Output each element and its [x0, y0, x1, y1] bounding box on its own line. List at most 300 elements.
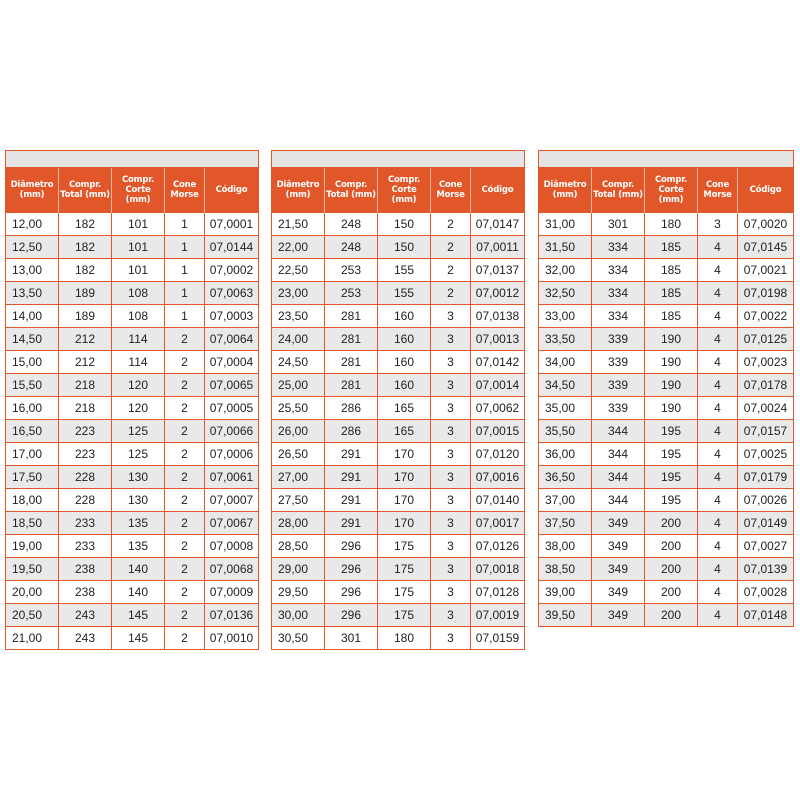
- cell-comprimento-total: 349: [592, 581, 645, 604]
- cell-codigo: 07,0067: [205, 512, 259, 535]
- cell-cone-morse: 4: [698, 535, 738, 558]
- spec-table-grid: [272, 168, 524, 649]
- cell-diametro: 19,50: [6, 558, 59, 581]
- cell-cone-morse: 2: [165, 466, 205, 489]
- table-top-band: [272, 151, 524, 168]
- table-row: [272, 420, 524, 443]
- cell-codigo: 07,0026: [738, 489, 794, 512]
- table-row: [539, 397, 793, 420]
- cell-diametro: 20,50: [6, 604, 59, 627]
- cell-comprimento-corte: 200: [645, 535, 698, 558]
- cell-codigo: 07,0062: [471, 397, 525, 420]
- table-row: [6, 328, 258, 351]
- cell-cone-morse: 3: [431, 512, 471, 535]
- cell-cone-morse: 2: [431, 282, 471, 305]
- cell-cone-morse: 2: [165, 374, 205, 397]
- cell-comprimento-total: 233: [59, 512, 112, 535]
- cell-comprimento-corte: 125: [112, 420, 165, 443]
- cell-diametro: 32,50: [539, 282, 592, 305]
- cell-cone-morse: 1: [165, 282, 205, 305]
- cell-comprimento-total: 253: [325, 259, 378, 282]
- cell-codigo: 07,0022: [738, 305, 794, 328]
- spec-table-grid: [6, 168, 258, 649]
- cell-diametro: 36,50: [539, 466, 592, 489]
- cell-cone-morse: 2: [165, 558, 205, 581]
- cell-comprimento-corte: 175: [378, 604, 431, 627]
- header-row: [6, 168, 258, 213]
- cell-diametro: 23,50: [272, 305, 325, 328]
- cell-diametro: 15,50: [6, 374, 59, 397]
- cell-codigo: 07,0128: [471, 581, 525, 604]
- cell-codigo: 07,0002: [205, 259, 259, 282]
- cell-codigo: 07,0006: [205, 443, 259, 466]
- cell-comprimento-total: 339: [592, 374, 645, 397]
- cell-diametro: 24,50: [272, 351, 325, 374]
- cell-diametro: 16,00: [6, 397, 59, 420]
- header-comprimento-corte: Compr. Corte (mm): [378, 168, 431, 213]
- cell-diametro: 39,00: [539, 581, 592, 604]
- cell-diametro: 23,00: [272, 282, 325, 305]
- cell-cone-morse: 2: [165, 443, 205, 466]
- header-row: [272, 168, 524, 213]
- cell-comprimento-corte: 114: [112, 351, 165, 374]
- header-cone-morse: Cone Morse: [698, 168, 738, 213]
- header-codigo: Código: [738, 168, 794, 213]
- cell-cone-morse: 3: [431, 535, 471, 558]
- spec-table-1: [5, 150, 259, 650]
- cell-comprimento-total: 281: [325, 328, 378, 351]
- cell-codigo: 07,0025: [738, 443, 794, 466]
- cell-diametro: 20,00: [6, 581, 59, 604]
- table-row: [6, 535, 258, 558]
- cell-codigo: 07,0027: [738, 535, 794, 558]
- cell-codigo: 07,0144: [205, 236, 259, 259]
- table-row: [272, 397, 524, 420]
- cell-comprimento-corte: 185: [645, 305, 698, 328]
- header-cone-morse: Cone Morse: [165, 168, 205, 213]
- cell-cone-morse: 2: [431, 236, 471, 259]
- cell-comprimento-total: 296: [325, 535, 378, 558]
- table-row: [272, 259, 524, 282]
- table-row: [272, 351, 524, 374]
- header-cone-morse: Cone Morse: [431, 168, 471, 213]
- cell-codigo: 07,0063: [205, 282, 259, 305]
- cell-codigo: 07,0125: [738, 328, 794, 351]
- cell-diametro: 14,50: [6, 328, 59, 351]
- table-row: [6, 604, 258, 627]
- table-row: [539, 328, 793, 351]
- cell-cone-morse: 4: [698, 466, 738, 489]
- cell-codigo: 07,0064: [205, 328, 259, 351]
- table-row: [539, 558, 793, 581]
- table-row: [539, 489, 793, 512]
- cell-codigo: 07,0138: [471, 305, 525, 328]
- table-row: [539, 305, 793, 328]
- cell-comprimento-total: 182: [59, 236, 112, 259]
- table-row: [539, 604, 793, 627]
- cell-comprimento-total: 301: [592, 213, 645, 236]
- table-row: [539, 213, 793, 236]
- cell-cone-morse: 3: [431, 420, 471, 443]
- table-row: [539, 581, 793, 604]
- cell-diametro: 28,50: [272, 535, 325, 558]
- cell-codigo: 07,0008: [205, 535, 259, 558]
- cell-cone-morse: 2: [165, 627, 205, 650]
- table-row: [6, 351, 258, 374]
- table-row: [539, 535, 793, 558]
- cell-comprimento-total: 344: [592, 443, 645, 466]
- cell-comprimento-corte: 150: [378, 213, 431, 236]
- cell-codigo: 07,0018: [471, 558, 525, 581]
- table-row: [272, 282, 524, 305]
- cell-comprimento-total: 223: [59, 420, 112, 443]
- cell-comprimento-corte: 145: [112, 627, 165, 650]
- cell-comprimento-total: 248: [325, 236, 378, 259]
- cell-comprimento-corte: 101: [112, 213, 165, 236]
- cell-diametro: 39,50: [539, 604, 592, 627]
- cell-comprimento-corte: 114: [112, 328, 165, 351]
- header-codigo: Código: [205, 168, 259, 213]
- cell-comprimento-corte: 185: [645, 282, 698, 305]
- cell-diametro: 13,50: [6, 282, 59, 305]
- cell-codigo: 07,0137: [471, 259, 525, 282]
- cell-cone-morse: 4: [698, 328, 738, 351]
- cell-codigo: 07,0010: [205, 627, 259, 650]
- cell-diametro: 33,00: [539, 305, 592, 328]
- cell-codigo: 07,0159: [471, 627, 525, 650]
- header-codigo: Código: [471, 168, 525, 213]
- table-row: [272, 489, 524, 512]
- cell-comprimento-corte: 175: [378, 581, 431, 604]
- cell-comprimento-corte: 180: [378, 627, 431, 650]
- cell-diametro: 31,50: [539, 236, 592, 259]
- cell-cone-morse: 4: [698, 489, 738, 512]
- cell-comprimento-total: 296: [325, 604, 378, 627]
- table-row: [539, 443, 793, 466]
- header-comprimento-corte: Compr. Corte (mm): [112, 168, 165, 213]
- cell-diametro: 15,00: [6, 351, 59, 374]
- table-row: [6, 627, 258, 650]
- table-row: [539, 512, 793, 535]
- cell-diametro: 38,00: [539, 535, 592, 558]
- cell-diametro: 13,00: [6, 259, 59, 282]
- cell-diametro: 38,50: [539, 558, 592, 581]
- cell-codigo: 07,0065: [205, 374, 259, 397]
- cell-cone-morse: 2: [431, 259, 471, 282]
- table-row: [272, 466, 524, 489]
- cell-cone-morse: 4: [698, 558, 738, 581]
- cell-comprimento-corte: 200: [645, 581, 698, 604]
- cell-cone-morse: 4: [698, 305, 738, 328]
- cell-comprimento-total: 296: [325, 581, 378, 604]
- cell-comprimento-corte: 190: [645, 351, 698, 374]
- table-row: [272, 443, 524, 466]
- cell-codigo: 07,0068: [205, 558, 259, 581]
- cell-cone-morse: 1: [165, 305, 205, 328]
- header-comprimento-total: Compr. Total (mm): [325, 168, 378, 213]
- cell-diametro: 24,00: [272, 328, 325, 351]
- cell-comprimento-total: 189: [59, 282, 112, 305]
- cell-cone-morse: 3: [698, 213, 738, 236]
- cell-comprimento-corte: 185: [645, 259, 698, 282]
- cell-codigo: 07,0011: [471, 236, 525, 259]
- cell-codigo: 07,0147: [471, 213, 525, 236]
- table-row: [6, 374, 258, 397]
- cell-comprimento-total: 248: [325, 213, 378, 236]
- cell-comprimento-corte: 155: [378, 282, 431, 305]
- cell-cone-morse: 4: [698, 236, 738, 259]
- cell-diametro: 37,50: [539, 512, 592, 535]
- header-diametro: Diâmetro (mm): [6, 168, 59, 213]
- cell-diametro: 33,50: [539, 328, 592, 351]
- cell-comprimento-corte: 160: [378, 328, 431, 351]
- cell-diametro: 29,00: [272, 558, 325, 581]
- cell-codigo: 07,0023: [738, 351, 794, 374]
- table-row: [539, 351, 793, 374]
- cell-diametro: 18,50: [6, 512, 59, 535]
- cell-comprimento-corte: 190: [645, 328, 698, 351]
- cell-diametro: 18,00: [6, 489, 59, 512]
- cell-comprimento-corte: 135: [112, 512, 165, 535]
- cell-codigo: 07,0014: [471, 374, 525, 397]
- table-row: [539, 259, 793, 282]
- table-row: [539, 466, 793, 489]
- cell-comprimento-total: 212: [59, 351, 112, 374]
- cell-diametro: 27,00: [272, 466, 325, 489]
- cell-comprimento-corte: 101: [112, 259, 165, 282]
- cell-cone-morse: 3: [431, 397, 471, 420]
- table-row: [6, 466, 258, 489]
- cell-cone-morse: 3: [431, 443, 471, 466]
- cell-comprimento-corte: 108: [112, 305, 165, 328]
- cell-comprimento-total: 291: [325, 489, 378, 512]
- cell-comprimento-corte: 180: [645, 213, 698, 236]
- cell-diametro: 35,50: [539, 420, 592, 443]
- cell-codigo: 07,0012: [471, 282, 525, 305]
- cell-diametro: 21,00: [6, 627, 59, 650]
- cell-codigo: 07,0136: [205, 604, 259, 627]
- cell-codigo: 07,0178: [738, 374, 794, 397]
- cell-diametro: 35,00: [539, 397, 592, 420]
- cell-cone-morse: 2: [165, 535, 205, 558]
- cell-codigo: 07,0120: [471, 443, 525, 466]
- cell-comprimento-corte: 160: [378, 374, 431, 397]
- cell-comprimento-total: 212: [59, 328, 112, 351]
- cell-diametro: 36,00: [539, 443, 592, 466]
- cell-cone-morse: 2: [165, 351, 205, 374]
- cell-cone-morse: 4: [698, 420, 738, 443]
- cell-comprimento-total: 291: [325, 466, 378, 489]
- cell-comprimento-corte: 125: [112, 443, 165, 466]
- cell-codigo: 07,0013: [471, 328, 525, 351]
- cell-comprimento-corte: 175: [378, 558, 431, 581]
- cell-codigo: 07,0142: [471, 351, 525, 374]
- cell-comprimento-total: 253: [325, 282, 378, 305]
- cell-comprimento-corte: 160: [378, 305, 431, 328]
- cell-comprimento-corte: 160: [378, 351, 431, 374]
- cell-cone-morse: 4: [698, 259, 738, 282]
- cell-diametro: 16,50: [6, 420, 59, 443]
- cell-comprimento-total: 281: [325, 305, 378, 328]
- cell-comprimento-total: 223: [59, 443, 112, 466]
- table-row: [6, 581, 258, 604]
- header-diametro: Diâmetro (mm): [539, 168, 592, 213]
- cell-cone-morse: 1: [165, 259, 205, 282]
- cell-comprimento-corte: 200: [645, 558, 698, 581]
- cell-comprimento-total: 218: [59, 397, 112, 420]
- cell-cone-morse: 2: [165, 397, 205, 420]
- cell-diametro: 19,00: [6, 535, 59, 558]
- cell-codigo: 07,0024: [738, 397, 794, 420]
- cell-comprimento-total: 238: [59, 558, 112, 581]
- cell-codigo: 07,0179: [738, 466, 794, 489]
- cell-comprimento-total: 218: [59, 374, 112, 397]
- cell-diametro: 30,50: [272, 627, 325, 650]
- cell-cone-morse: 2: [165, 328, 205, 351]
- cell-diametro: 29,50: [272, 581, 325, 604]
- table-row: [272, 627, 524, 650]
- cell-cone-morse: 3: [431, 558, 471, 581]
- cell-comprimento-total: 339: [592, 397, 645, 420]
- cell-codigo: 07,0015: [471, 420, 525, 443]
- cell-comprimento-total: 243: [59, 627, 112, 650]
- cell-codigo: 07,0140: [471, 489, 525, 512]
- cell-comprimento-total: 182: [59, 259, 112, 282]
- cell-comprimento-corte: 200: [645, 512, 698, 535]
- cell-diametro: 32,00: [539, 259, 592, 282]
- cell-cone-morse: 1: [165, 213, 205, 236]
- cell-codigo: 07,0017: [471, 512, 525, 535]
- header-comprimento-total: Compr. Total (mm): [59, 168, 112, 213]
- cell-codigo: 07,0126: [471, 535, 525, 558]
- table-row: [272, 213, 524, 236]
- cell-diametro: 37,00: [539, 489, 592, 512]
- spec-table-grid: [539, 168, 793, 626]
- cell-comprimento-total: 349: [592, 512, 645, 535]
- cell-cone-morse: 3: [431, 351, 471, 374]
- cell-diametro: 22,50: [272, 259, 325, 282]
- table-row: [539, 282, 793, 305]
- table-row: [6, 558, 258, 581]
- cell-diametro: 12,00: [6, 213, 59, 236]
- table-row: [272, 581, 524, 604]
- cell-comprimento-total: 296: [325, 558, 378, 581]
- cell-diametro: 27,50: [272, 489, 325, 512]
- cell-cone-morse: 3: [431, 328, 471, 351]
- table-row: [6, 282, 258, 305]
- cell-codigo: 07,0157: [738, 420, 794, 443]
- cell-comprimento-corte: 130: [112, 466, 165, 489]
- cell-comprimento-total: 182: [59, 213, 112, 236]
- cell-comprimento-corte: 195: [645, 489, 698, 512]
- table-row: [6, 213, 258, 236]
- cell-cone-morse: 3: [431, 305, 471, 328]
- cell-comprimento-corte: 101: [112, 236, 165, 259]
- cell-diametro: 34,00: [539, 351, 592, 374]
- table-top-band: [539, 151, 793, 168]
- cell-comprimento-total: 286: [325, 397, 378, 420]
- table-row: [6, 305, 258, 328]
- cell-comprimento-total: 334: [592, 259, 645, 282]
- cell-cone-morse: 4: [698, 443, 738, 466]
- cell-cone-morse: 2: [165, 604, 205, 627]
- cell-comprimento-total: 291: [325, 512, 378, 535]
- cell-cone-morse: 4: [698, 581, 738, 604]
- spec-table-3: [538, 150, 794, 627]
- table-row: [272, 512, 524, 535]
- table-row: [6, 443, 258, 466]
- cell-comprimento-corte: 200: [645, 604, 698, 627]
- table-row: [539, 374, 793, 397]
- cell-codigo: 07,0139: [738, 558, 794, 581]
- cell-comprimento-total: 339: [592, 328, 645, 351]
- cell-cone-morse: 4: [698, 397, 738, 420]
- cell-comprimento-corte: 170: [378, 489, 431, 512]
- cell-comprimento-total: 228: [59, 489, 112, 512]
- cell-cone-morse: 4: [698, 282, 738, 305]
- cell-comprimento-corte: 120: [112, 374, 165, 397]
- cell-comprimento-total: 344: [592, 466, 645, 489]
- header-diametro: Diâmetro (mm): [272, 168, 325, 213]
- cell-comprimento-corte: 190: [645, 397, 698, 420]
- table-row: [272, 604, 524, 627]
- cell-comprimento-total: 243: [59, 604, 112, 627]
- cell-comprimento-total: 286: [325, 420, 378, 443]
- cell-comprimento-corte: 130: [112, 489, 165, 512]
- cell-comprimento-corte: 190: [645, 374, 698, 397]
- cell-comprimento-total: 334: [592, 282, 645, 305]
- table-row: [272, 374, 524, 397]
- cell-diametro: 25,00: [272, 374, 325, 397]
- cell-cone-morse: 4: [698, 512, 738, 535]
- table-row: [539, 420, 793, 443]
- table-row: [6, 512, 258, 535]
- cell-comprimento-corte: 165: [378, 420, 431, 443]
- cell-comprimento-total: 228: [59, 466, 112, 489]
- cell-cone-morse: 4: [698, 604, 738, 627]
- spec-table-2: [271, 150, 525, 650]
- table-row: [272, 535, 524, 558]
- table-row: [6, 489, 258, 512]
- cell-comprimento-total: 344: [592, 489, 645, 512]
- cell-comprimento-corte: 175: [378, 535, 431, 558]
- cell-comprimento-corte: 150: [378, 236, 431, 259]
- cell-cone-morse: 2: [165, 581, 205, 604]
- cell-cone-morse: 2: [165, 420, 205, 443]
- cell-comprimento-corte: 155: [378, 259, 431, 282]
- cell-diametro: 22,00: [272, 236, 325, 259]
- cell-comprimento-corte: 185: [645, 236, 698, 259]
- cell-diametro: 31,00: [539, 213, 592, 236]
- cell-diametro: 14,00: [6, 305, 59, 328]
- cell-cone-morse: 3: [431, 604, 471, 627]
- cell-cone-morse: 4: [698, 351, 738, 374]
- cell-codigo: 07,0028: [738, 581, 794, 604]
- cell-cone-morse: 2: [431, 213, 471, 236]
- cell-comprimento-corte: 170: [378, 512, 431, 535]
- cell-comprimento-total: 291: [325, 443, 378, 466]
- cell-comprimento-corte: 145: [112, 604, 165, 627]
- cell-cone-morse: 3: [431, 627, 471, 650]
- cell-codigo: 07,0021: [738, 259, 794, 282]
- cell-comprimento-total: 344: [592, 420, 645, 443]
- cell-codigo: 07,0007: [205, 489, 259, 512]
- cell-diametro: 26,00: [272, 420, 325, 443]
- cell-cone-morse: 3: [431, 489, 471, 512]
- cell-codigo: 07,0004: [205, 351, 259, 374]
- cell-comprimento-total: 349: [592, 535, 645, 558]
- cell-diametro: 25,50: [272, 397, 325, 420]
